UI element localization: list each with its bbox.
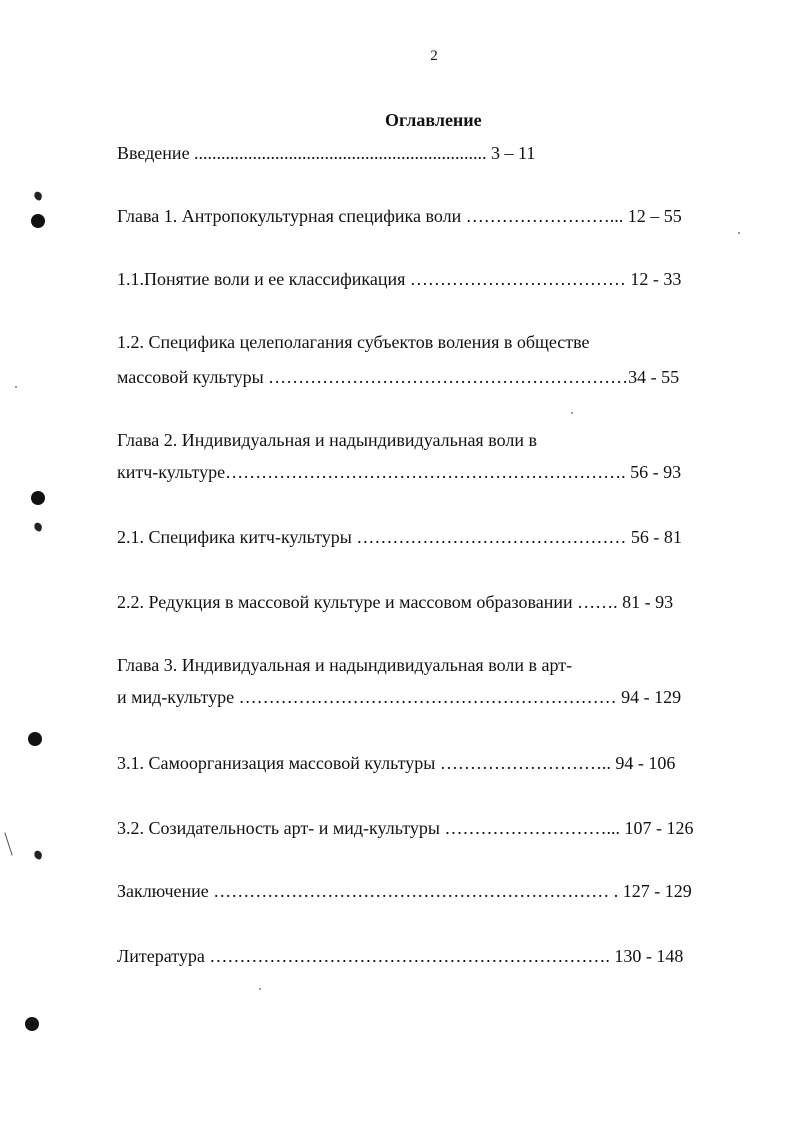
toc-entry-chapter-3-line-1: Глава 3. Индивидуальная и надындивидуальная воли в арт- <box>117 655 573 675</box>
toc-entry-section-2-1: 2.1. Специфика китч-культуры ……………………………………… 56 - 81 <box>117 527 682 547</box>
dust-speck <box>571 412 573 414</box>
scratch-mark <box>4 832 12 855</box>
page-number: 2 <box>430 48 438 64</box>
toc-entry-section-3-1: 3.1. Самоорганизация массовой культуры ……………………….. 94 - 106 <box>117 753 676 773</box>
toc-entry-section-1-2-line-2: массовой культуры ……………………………………………………34 - 55 <box>117 367 680 387</box>
toc-entry-chapter-2-line-2: китч-культуре…………………………………………………………. 56 - 93 <box>117 462 682 482</box>
toc-title: Оглавление <box>385 110 482 130</box>
toc-entry-literature: Литература …………………………………………………………. 130 - 148 <box>117 946 684 966</box>
toc-entry-section-2-2: 2.2. Редукция в массовой культуре и массовом образовании ……. 81 - 93 <box>117 592 674 612</box>
toc-entry-introduction: Введение ................................................................. 3 – 11 <box>117 143 536 163</box>
punch-hole-mark <box>33 191 43 201</box>
toc-entry-chapter-1: Глава 1. Антропокультурная специфика воли ……………………... 12 – 55 <box>117 206 682 226</box>
toc-entry-section-3-2: 3.2. Созидательность арт- и мид-культуры ………………………... 107 - 126 <box>117 818 694 838</box>
toc-entry-chapter-3-line-2: и мид-культуре ……………………………………………………… 94 - 129 <box>117 687 682 707</box>
punch-hole <box>31 491 45 505</box>
punch-hole <box>31 214 45 228</box>
toc-entry-conclusion: Заключение ………………………………………………………… . 127 - 129 <box>117 881 692 901</box>
punch-hole-mark <box>33 522 43 532</box>
punch-hole-mark <box>33 850 43 860</box>
dust-speck <box>259 988 261 990</box>
punch-hole <box>28 732 42 746</box>
toc-entry-chapter-2-line-1: Глава 2. Индивидуальная и надындивидуальная воли в <box>117 430 537 450</box>
dust-speck <box>738 232 740 234</box>
toc-entry-section-1-2-line-1: 1.2. Специфика целеполагания субъектов воления в обществе <box>117 332 590 352</box>
punch-hole <box>25 1017 39 1031</box>
dust-speck <box>15 386 17 388</box>
toc-entry-section-1-1: 1.1.Понятие воли и ее классификация ……………………………… 12 - 33 <box>117 269 682 289</box>
